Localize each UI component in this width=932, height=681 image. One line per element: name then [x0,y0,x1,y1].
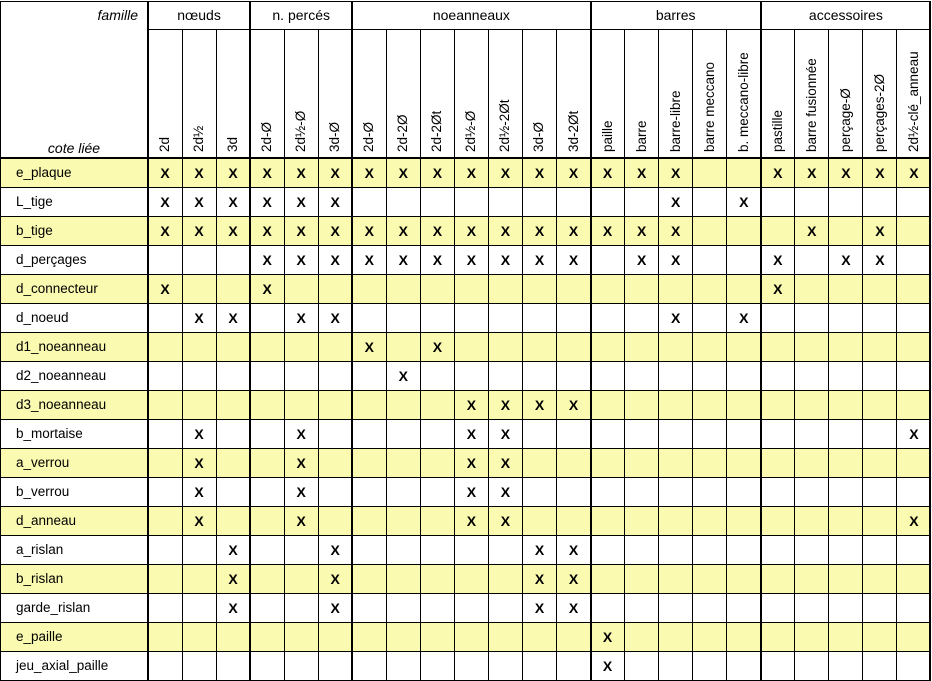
x-mark: X [534,599,545,616]
grid-line-v [284,29,285,680]
x-mark: X [568,164,579,181]
x-mark: X [330,599,340,616]
x-mark: X [636,164,647,181]
column-header-label: barre meccano [701,61,717,152]
row-label: d_perçages [16,252,87,267]
x-mark: X [773,280,783,297]
x-mark: X [398,164,408,181]
x-mark: X [296,454,306,471]
column-header [897,29,931,158]
x-mark: X [262,280,272,297]
x-mark: X [432,164,443,181]
column-header [795,29,829,158]
grid-line-h [0,651,931,652]
x-mark: X [568,599,579,616]
x-mark: X [670,193,681,210]
column-header [216,29,250,158]
row-label: L_tige [16,194,53,209]
x-mark: X [670,251,681,268]
x-mark: X [296,309,306,326]
grid-line-v [318,29,319,680]
x-mark: X [296,512,306,529]
x-mark: X [909,512,919,529]
cote-liee-label: cote liée [47,140,101,156]
x-mark: X [330,193,340,210]
grid-line-v [658,29,659,680]
x-mark: X [568,570,579,587]
x-mark: X [194,309,204,326]
x-mark: X [432,222,443,239]
x-mark: X [466,512,477,529]
famille-label: famille [97,7,138,23]
x-mark: X [432,251,443,268]
grid-line-h [0,332,931,333]
grid-line-v [624,29,625,680]
grid-line-v [147,1,149,680]
x-mark: X [194,425,204,442]
column-header-label: 2d-Ø [361,121,377,152]
x-mark: X [364,222,374,239]
column-header-label: perçage-Ø [837,88,853,152]
x-mark: X [534,222,545,239]
grid-line-h [0,448,931,449]
row-label: b_verrou [16,484,70,499]
column-header-label: 2d½-2Øt [497,99,513,152]
column-header [591,29,625,158]
x-mark: X [534,541,545,558]
grid-line-v [794,29,795,680]
x-mark: X [568,541,579,558]
row-label: e_plaque [16,165,72,180]
x-mark: X [534,396,545,413]
grid-line-v [351,1,353,680]
x-mark: X [296,164,306,181]
column-header [182,29,216,158]
x-mark: X [296,483,306,500]
grid-line-v [454,29,455,680]
x-mark: X [602,657,613,674]
x-mark: X [500,222,511,239]
x-mark: X [500,512,511,529]
x-mark: X [194,193,204,210]
x-mark: X [466,454,477,471]
column-header [318,29,352,158]
row-label: d_connecteur [16,281,98,296]
column-header-label: 3d-2Øt [565,110,581,152]
group-header: accessoires [808,7,883,23]
grid-line-v [760,1,762,680]
column-header [522,29,556,158]
x-mark: X [228,193,238,210]
x-mark: X [670,309,681,326]
x-mark: X [228,222,238,239]
grid-line-h [0,477,931,478]
x-mark: X [296,193,306,210]
x-mark: X [602,628,613,645]
x-mark: X [296,251,306,268]
grid-line-v [216,29,217,680]
x-mark: X [228,570,238,587]
x-mark: X [875,251,885,268]
x-mark: X [568,396,579,413]
x-mark: X [875,164,885,181]
column-header [693,29,727,158]
grid-line-h [0,535,931,536]
x-mark: X [262,251,272,268]
x-mark: X [160,164,170,181]
row-label: d2_noeanneau [16,368,107,383]
x-mark: X [602,164,613,181]
column-header [727,29,761,158]
row-label: e_paille [16,629,63,644]
x-mark: X [602,222,613,239]
column-header-label: 2d [157,136,173,152]
x-mark: X [262,222,272,239]
column-header-label: 2d-2Øt [429,110,445,152]
column-header-label: paille [599,120,615,152]
column-header-label: 3d-Ø [327,121,343,152]
x-mark: X [534,251,545,268]
grid-line-h [0,245,931,246]
x-mark: X [500,396,511,413]
grid-line-v [726,29,727,680]
x-mark: X [228,309,238,326]
grid-line-v [386,29,387,680]
column-header [829,29,863,158]
x-mark: X [500,164,511,181]
x-mark: X [398,251,408,268]
x-mark: X [330,251,340,268]
column-header [488,29,522,158]
column-header-label: perçages-2Ø [871,73,887,152]
column-header [625,29,659,158]
x-mark: X [194,483,204,500]
grid-line-h [0,506,931,507]
column-header-label: 3d [225,136,241,152]
column-header-label: 2d½ [191,125,207,152]
x-mark: X [194,512,204,529]
grid-line-h [0,593,931,594]
row-label: d3_noeanneau [16,397,107,412]
x-mark: X [194,164,204,181]
column-header [250,29,284,158]
row-label: jeu_axial_paille [16,658,109,673]
x-mark: X [466,251,477,268]
x-mark: X [160,222,170,239]
group-header: noeanneaux [432,7,510,23]
grid-line-h [0,1,931,2]
column-header [557,29,591,158]
row-label: d1_noeanneau [16,339,107,354]
x-mark: X [500,251,511,268]
x-mark: X [364,164,374,181]
x-mark: X [636,222,647,239]
row-label: garde_rislan [16,600,91,615]
grid-line-h [148,29,931,30]
x-mark: X [364,251,374,268]
grid-line-v [896,29,897,680]
x-mark: X [807,222,817,239]
x-mark: X [330,222,340,239]
column-header [454,29,488,158]
column-header [659,29,693,158]
x-mark: X [398,367,408,384]
grid-line-v [862,29,863,680]
grid-line-h [0,680,931,681]
x-mark: X [670,222,681,239]
column-header-label: barre-libre [667,90,683,152]
column-header [352,29,386,158]
x-mark: X [228,164,238,181]
grid-line-v [488,29,489,680]
x-mark: X [568,251,579,268]
group-header: nœuds [177,7,221,23]
row-label: d_noeud [16,310,69,325]
grid-line-h [0,216,931,217]
column-header-label: 3d-Ø [531,121,547,152]
x-mark: X [262,164,272,181]
grid-line-h [0,419,931,420]
x-mark: X [773,251,783,268]
column-header [148,29,182,158]
x-mark: X [262,193,272,210]
x-mark: X [466,222,477,239]
x-mark: X [534,570,545,587]
grid-line-h [0,361,931,362]
column-header-label: b. meccano-libre [735,52,751,152]
x-mark: X [500,425,511,442]
x-mark: X [330,541,340,558]
x-mark: X [739,193,749,210]
x-mark: X [875,222,885,239]
x-mark: X [364,338,374,355]
x-mark: X [398,222,408,239]
x-mark: X [636,251,647,268]
x-mark: X [773,164,783,181]
x-mark: X [194,454,204,471]
row-label: b_tige [16,223,53,238]
grid-line-h [0,303,931,304]
grid-line-h [0,274,931,275]
x-mark: X [568,222,579,239]
column-header-label: barre fusionnée [803,58,819,152]
column-header [386,29,420,158]
grid-line-v [249,1,251,680]
column-header [420,29,454,158]
grid-line-h [0,622,931,623]
column-header-label: 2d-Ø [259,121,275,152]
grid-line-h [0,390,931,391]
x-mark: X [296,425,306,442]
x-mark: X [228,599,238,616]
column-header [284,29,318,158]
x-mark: X [534,164,545,181]
row-label: a_rislan [16,542,64,557]
grid-line-v [929,1,931,680]
x-mark: X [909,425,919,442]
x-mark: X [841,251,851,268]
grid-line-v [828,29,829,680]
column-header-label: 2d½-clé_anneau [905,51,921,152]
grid-line-v [692,29,693,680]
column-header-label: 2d½-Ø [293,110,309,152]
x-mark: X [330,164,340,181]
column-header [863,29,897,158]
column-header-label: barre [633,120,649,152]
grid-line-v [522,29,523,680]
column-header-label: 2d½-Ø [463,110,479,152]
group-header: barres [655,7,696,23]
column-header-label: pastille [769,109,785,152]
x-mark: X [670,164,681,181]
grid-line-v [420,29,421,680]
x-mark: X [807,164,817,181]
group-header: n. percés [272,7,330,23]
x-mark: X [296,222,306,239]
row-label: b_mortaise [16,426,83,441]
grid-line-v [182,29,183,680]
column-header [761,29,795,158]
x-mark: X [841,164,851,181]
x-mark: X [330,309,340,326]
x-mark: X [466,425,477,442]
grid-line-h [0,187,931,188]
grid-line-h [0,157,931,159]
grid-line-v [590,1,592,680]
x-mark: X [228,541,238,558]
x-mark: X [500,483,511,500]
grid-line-v [0,1,1,680]
row-label: b_rislan [16,571,64,586]
grid-line-h [0,564,931,565]
x-mark: X [909,164,919,181]
column-header-label: 2d-2Ø [395,114,411,152]
row-label: d_anneau [16,513,77,528]
x-mark: X [160,193,170,210]
x-mark: X [466,164,477,181]
x-mark: X [330,570,340,587]
grid-line-v [556,29,557,680]
x-mark: X [160,280,170,297]
x-mark: X [739,309,749,326]
x-mark: X [194,222,204,239]
x-mark: X [466,483,477,500]
x-mark: X [466,396,477,413]
row-label: a_verrou [16,455,70,470]
x-mark: X [432,338,443,355]
x-mark: X [500,454,511,471]
